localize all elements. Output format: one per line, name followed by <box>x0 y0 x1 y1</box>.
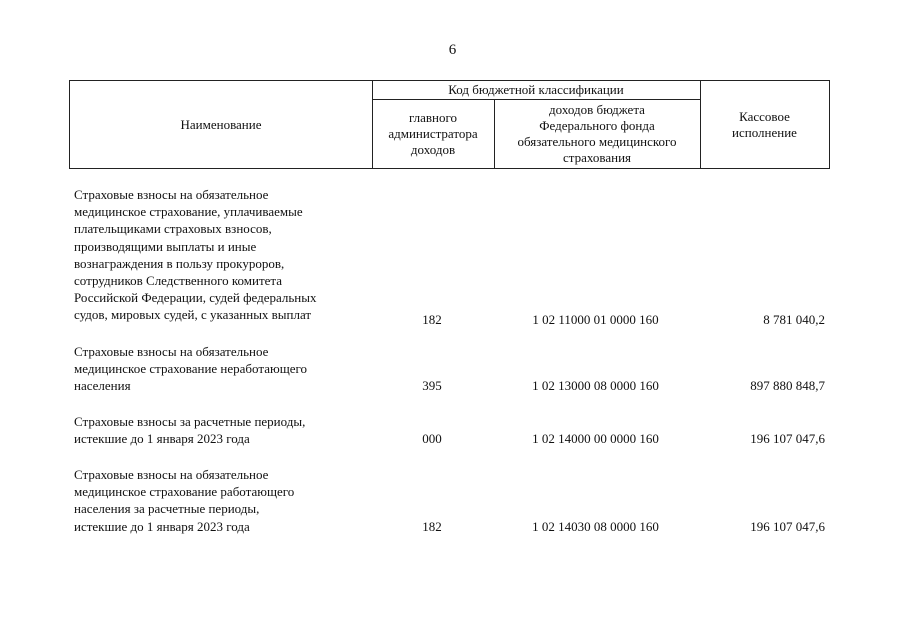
page-number: 6 <box>448 42 457 58</box>
header-income-code: доходов бюджета Федерального фонда обязательного медицинского страхования <box>517 101 677 165</box>
row-kbk-code: 1 02 11000 01 0000 160 <box>532 312 659 327</box>
row-admin-code: 182 <box>422 312 442 327</box>
row-amount: 196 107 047,6 <box>750 431 825 446</box>
row-admin-code: 000 <box>422 431 442 446</box>
row-amount: 196 107 047,6 <box>750 519 825 534</box>
row-amount: 8 781 040,2 <box>763 312 825 327</box>
row-amount: 897 880 848,7 <box>750 378 825 393</box>
row-admin-code: 395 <box>422 378 442 393</box>
header-name: Наименование <box>180 116 262 132</box>
row-name: Страховые взносы на обязательное медицинское страхование неработающего населения <box>74 344 307 394</box>
row-name: Страховые взносы на обязательное медицинское страхование, уплачиваемые плательщиками страховых взносов, производящими выплаты и иные вознаграждения в пользу прокуроров, сотрудников Следственного комитета Российской Федерации, судей федеральных судов, мировых судей, с указанных выплат <box>74 187 317 323</box>
row-kbk-code: 1 02 14000 00 0000 160 <box>532 431 659 446</box>
header-execution: Кассовое исполнение <box>732 108 797 140</box>
header-kbk-group: Код бюджетной классификации <box>448 82 624 97</box>
row-admin-code: 182 <box>422 519 442 534</box>
header-admin: главного администратора доходов <box>388 109 478 157</box>
row-kbk-code: 1 02 14030 08 0000 160 <box>532 519 659 534</box>
row-kbk-code: 1 02 13000 08 0000 160 <box>532 378 659 393</box>
row-name: Страховые взносы на обязательное медицинское страхование работающего населения за расчетные периоды, истекшие до 1 января 2023 года <box>74 467 295 534</box>
row-name: Страховые взносы за расчетные периоды, истекшие до 1 января 2023 года <box>74 414 306 447</box>
table-header <box>69 80 830 169</box>
